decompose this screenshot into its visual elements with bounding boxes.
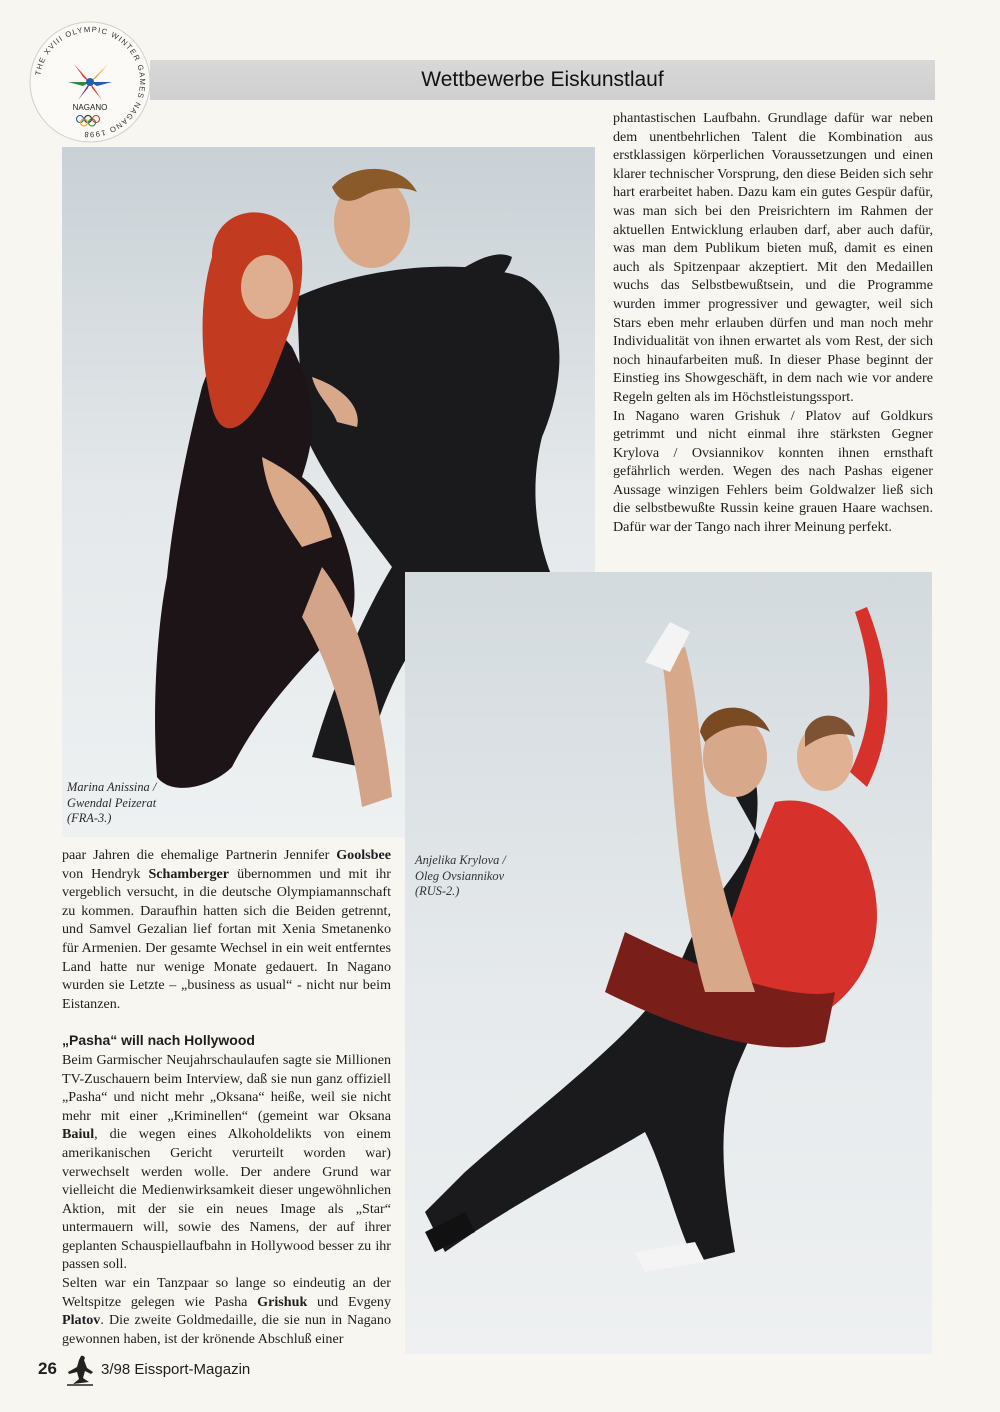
issue-label: 3/98 Eissport-Magazin xyxy=(101,1361,251,1378)
caption-line: Gwendal Peizerat xyxy=(67,795,157,810)
text-run: Beim Garmischer Neujahrschaulaufen sagte sie Millionen TV-Zuschauern beim Interview, daß sie nun ganz offiziell „Pasha“ und nicht mehr „Oksana“ heiße, weil sie nicht mehr mit einer „Kriminellen“ (gemeint war Oksana xyxy=(62,1051,391,1124)
logo-arc-text: THE XVIII OLYMPIC WINTER GAMES NAGANO 1998 xyxy=(33,24,148,140)
nagano-olympic-logo xyxy=(28,20,152,144)
paragraph xyxy=(62,1051,391,1274)
caption-line: Marina Anissina / xyxy=(67,780,157,794)
text-run: , die wegen eines Alkoholdelikts von einem amerikanischen Gericht verurteilt worden war) verwechselt werden wolle. Der andere Grund war vielleicht die Medienwirksamkeit dieser ungewöhnlichen Aktion, mit der sie ein neues Image als „Star“ untermauern will, sowie des Namens, der auf ihrer geplanten Schauspiellaufbahn in Hollywood besser zu ihr passen soll. xyxy=(62,1126,391,1273)
paragraph xyxy=(62,1274,391,1348)
subheading: „Pasha“ will nach Hollywood xyxy=(62,1032,255,1049)
photo-1-caption xyxy=(67,780,207,827)
name-bold: Grishuk xyxy=(257,1293,308,1310)
text-run: Selten war ein Tanzpaar so lange so eindeutig an der Weltspitze gelegen wie Pasha xyxy=(62,1275,391,1310)
text-run: paar Jahren die ehemalige Partnerin Jennifer xyxy=(62,847,337,863)
photo-krylova-ovsiannikov xyxy=(405,572,932,1354)
caption-line: Oleg Ovsiannikov xyxy=(415,868,505,883)
text-run: . Die zweite Goldmedaille, die sie nun in Nagano gewonnen haben, ist der krönende Abschluß einer xyxy=(62,1312,391,1347)
caption-line: (FRA-3.) xyxy=(67,811,112,826)
name-bold: Goolsbee xyxy=(336,847,391,863)
left-column-text xyxy=(62,846,391,1348)
photo-2-caption xyxy=(415,853,555,900)
paragraph: In Nagano waren Grishuk / Platov auf Goldkurs getrimmt und nicht einmal ihre stärksten Gegner Krylova / Ovsiannikov konnten ihnen ernsthaft gefährlich werden. Wegen des nach Pashas eigener Aussage winzigen Fehlers beim Goldwalzer ließ sich die selbstbewußte Russin keine grauen Haare wachsen. Dafür war der Tango nach ihrer Meinung perfekt. xyxy=(613,407,933,536)
text-run: und Evgeny xyxy=(307,1293,391,1310)
skater-icon xyxy=(63,1352,97,1388)
paragraph xyxy=(62,846,391,1013)
name-bold: Baiul xyxy=(62,1126,95,1143)
paragraph: phantastischen Laufbahn. Grundlage dafür war neben dem unentbehrlichen Talent die Kombination aus erstklassigen körperlichen Voraussetzungen und einen klarer technischer Vorsprung, den diese Beiden sich sehr hart erarbeitet haben. Dazu kam ein gutes Gespür dafür, was man sich bei den Preisrichtern im Rahmen der aktuellen Entwicklung erlauben darf, aber auch dafür, was man dem Publikum bieten muß, damit es einen auch als Spitzenpaar akzeptiert. Mit den Medaillen wuchs das Selbstbewußtsein, und die Programme wurden immer progressiver und gewagter, weil sich Stars eben mehr erlauben dürfen und man noch mehr Individualität von ihnen erwartet als vom Rest, der sich noch hinaufarbeiten muß. In dieser Phase beginnt der Einstieg ins Showgeschäft, in dem nach wie vor andere Regeln gelten als im Höchstleistungssport. xyxy=(613,110,933,405)
text-run: von Hendryk xyxy=(62,865,149,882)
logo-city: NAGANO xyxy=(72,103,108,112)
page-number: 26 xyxy=(38,1359,57,1378)
name-bold: Schamberger xyxy=(148,865,230,882)
skating-pair-illustration xyxy=(405,572,932,1354)
right-column-text xyxy=(613,109,933,537)
caption-line: Anjelika Krylova / xyxy=(415,853,506,867)
caption-line: (RUS-2.) xyxy=(415,884,460,899)
name-bold: Platov xyxy=(62,1312,101,1329)
text-run: übernommen und mit ihr vergeblich versucht, in die deutsche Olympiamannschaft zu kommen. Daraufhin hatten sich die Beiden getrennt, und Samvel Gezalian lief fortan mit Xenia Smetanenko für Armenien. Der gesamte Wechsel in ein weit entferntes Land hatte nur wenige Monate gedauert. In Nagano wurden sie Letzte – „business as usual“ - nicht nur beim Eistanzen. xyxy=(62,865,391,1012)
page-title: Wettbewerbe Eiskunstlauf xyxy=(421,68,664,91)
